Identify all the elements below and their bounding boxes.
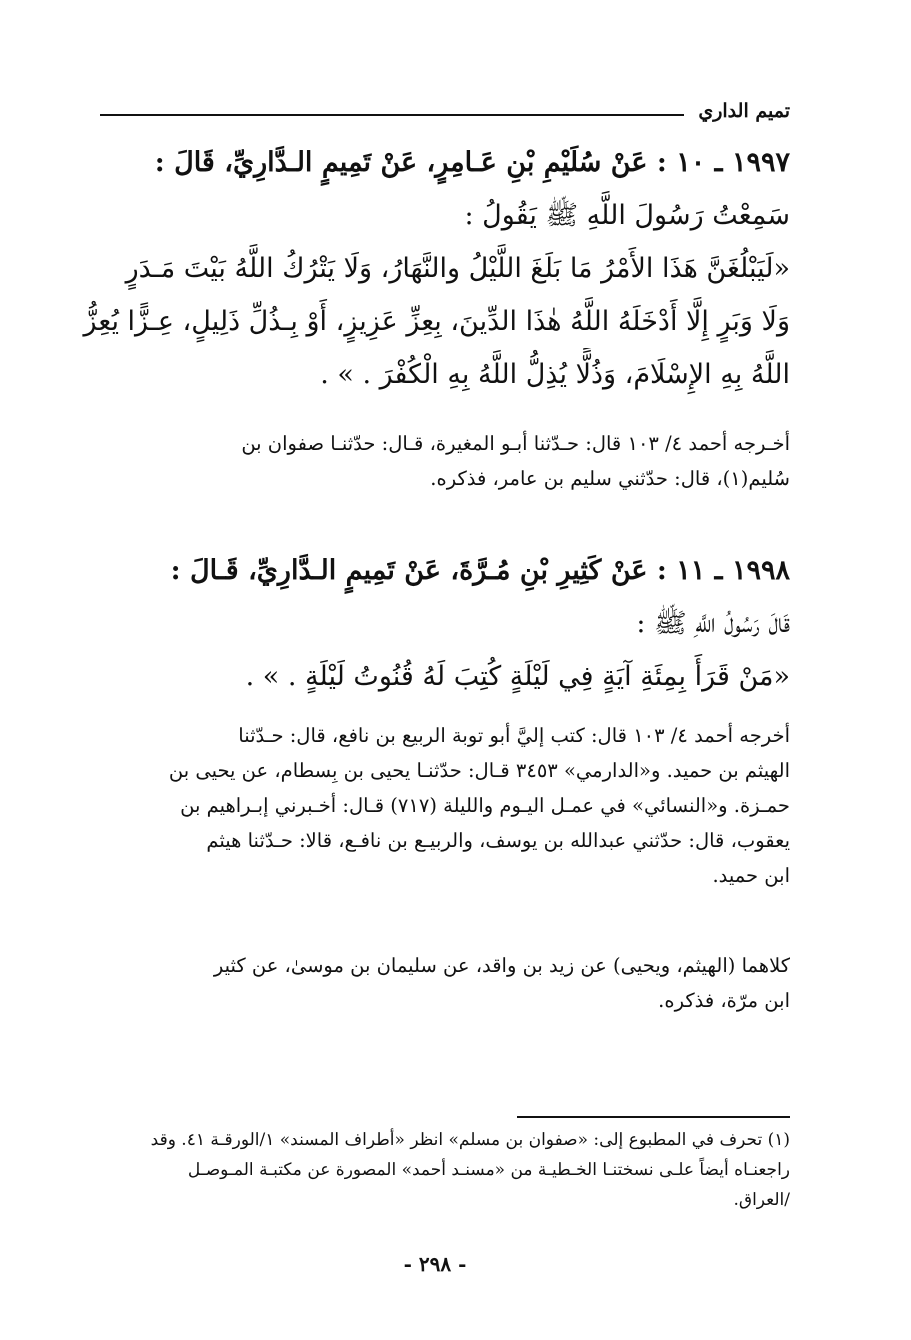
footnote-line-3: /العراق. <box>733 1190 790 1210</box>
source-1998-line-1: أخرجه أحمد ٤/ ١٠٣ قال: كتب إليَّ أبو توبة الربيع بن نافع، قال: حـدّثنا <box>238 724 790 747</box>
source-1998 <box>78 718 790 893</box>
source-1998-line-4: يعقوب، قال: حدّثني عبدالله بن يوسف، والربيـع بن نافـع، قالا: حـدّثنا هيثم <box>206 829 790 852</box>
hadith-1998 <box>72 544 790 703</box>
chain-note <box>78 948 790 1018</box>
source-1997 <box>78 426 790 496</box>
hadith-1998-line-3: «مَنْ قَرَأَ بِمِئَةِ آيَةٍ فِي لَيْلَةٍ كُتِبَ لَهُ قُنُوتُ لَيْلَةٍ . » . <box>245 661 790 692</box>
hadith-1997-line-3: «لَيَبْلُغَنَّ هَذَا الأَمْرُ مَا بَلَغَ اللَّيْلُ والنَّهَارُ، وَلَا يَتْرُكُ اللَّهُ بَيْتَ مَـدَرٍ <box>125 253 790 284</box>
hadith-1997-line-2: سَمِعْتُ رَسُولَ اللَّهِ ﷺ يَقُولُ : <box>464 200 790 231</box>
footnote-rule <box>517 1116 790 1118</box>
page-number: - ٢٩٨ - <box>403 1252 467 1276</box>
hadith-1997-line-5: اللَّهُ بِهِ الإِسْلَامَ، وَذُلًّا يُذِلُّ اللَّهُ بِهِ الْكُفْرَ . » . <box>320 359 790 390</box>
hadith-1997 <box>72 136 790 401</box>
running-header <box>100 98 790 130</box>
chain-note-line-1: كلاهما (الهيثم، ويحيى) عن زيد بن واقد، عن سليمان بن موسىٰ، عن كثير <box>213 954 790 977</box>
source-1998-line-2: الهيثم بن حميد. و«الدارمي» ٣٤٥٣ قـال: حدّثنـا يحيى بن بِسطام، عن يحيى بن <box>168 759 790 782</box>
source-1998-line-5: ابن حميد. <box>712 864 790 887</box>
source-1997-line-2: سُليم(١)، قال: حدّثني سليم بن عامر، فذكره. <box>430 467 790 490</box>
header-title: تميم الداري <box>698 100 790 122</box>
footnote <box>90 1125 790 1215</box>
chain-note-line-2: ابن مرّة، فذكره. <box>658 989 790 1012</box>
hadith-1998-line-1: ١٩٩٨ ـ ١١ : عَنْ كَثِيرِ بْنِ مُـرَّةَ، عَنْ تَمِيمٍ الـدَّارِيِّ، قَـالَ : <box>170 555 790 586</box>
header-rule <box>100 114 684 116</box>
hadith-1998-line-2: قَالَ رَسُولُ اللَّهِ ﷺ : <box>636 608 790 639</box>
source-1997-line-1: أخـرجه أحمد ٤/ ١٠٣ قال: حـدّثنا أبـو المغيرة، قـال: حدّثنـا صفوان بن <box>241 432 790 455</box>
hadith-1997-line-4: وَلَا وَبَرٍ إِلَّا أَدْخَلَهُ اللَّهُ هٰذَا الدِّينَ، بِعِزِّ عَزِيزٍ، أَوْ بِـذُلِّ ذَلِيلٍ، عِـزًّا يُعِزُّ <box>83 306 790 337</box>
footnote-line-2: راجعنـاه أيضاً علـى نسختنـا الخـطيـة من «مسنـد أحمد» المصورة عن مكتبـة المـوصـل <box>187 1160 790 1180</box>
hadith-1997-line-1: ١٩٩٧ ـ ١٠ : عَنْ سُلَيْمِ بْنِ عَـامِرٍ، عَنْ تَمِيمٍ الـدَّارِيِّ، قَالَ : <box>154 147 790 178</box>
footnote-line-1: (١) تحرف في المطبوع إلى: «صفوان بن مسلم» انظر «أطراف المسند» ١/الورقـة ٤١. وقد <box>150 1130 790 1150</box>
source-1998-line-3: حمـزة. و«النسائي» في عمـل اليـوم والليلة (٧١٧) قـال: أخـبرني إبـراهيم بن <box>180 794 790 817</box>
